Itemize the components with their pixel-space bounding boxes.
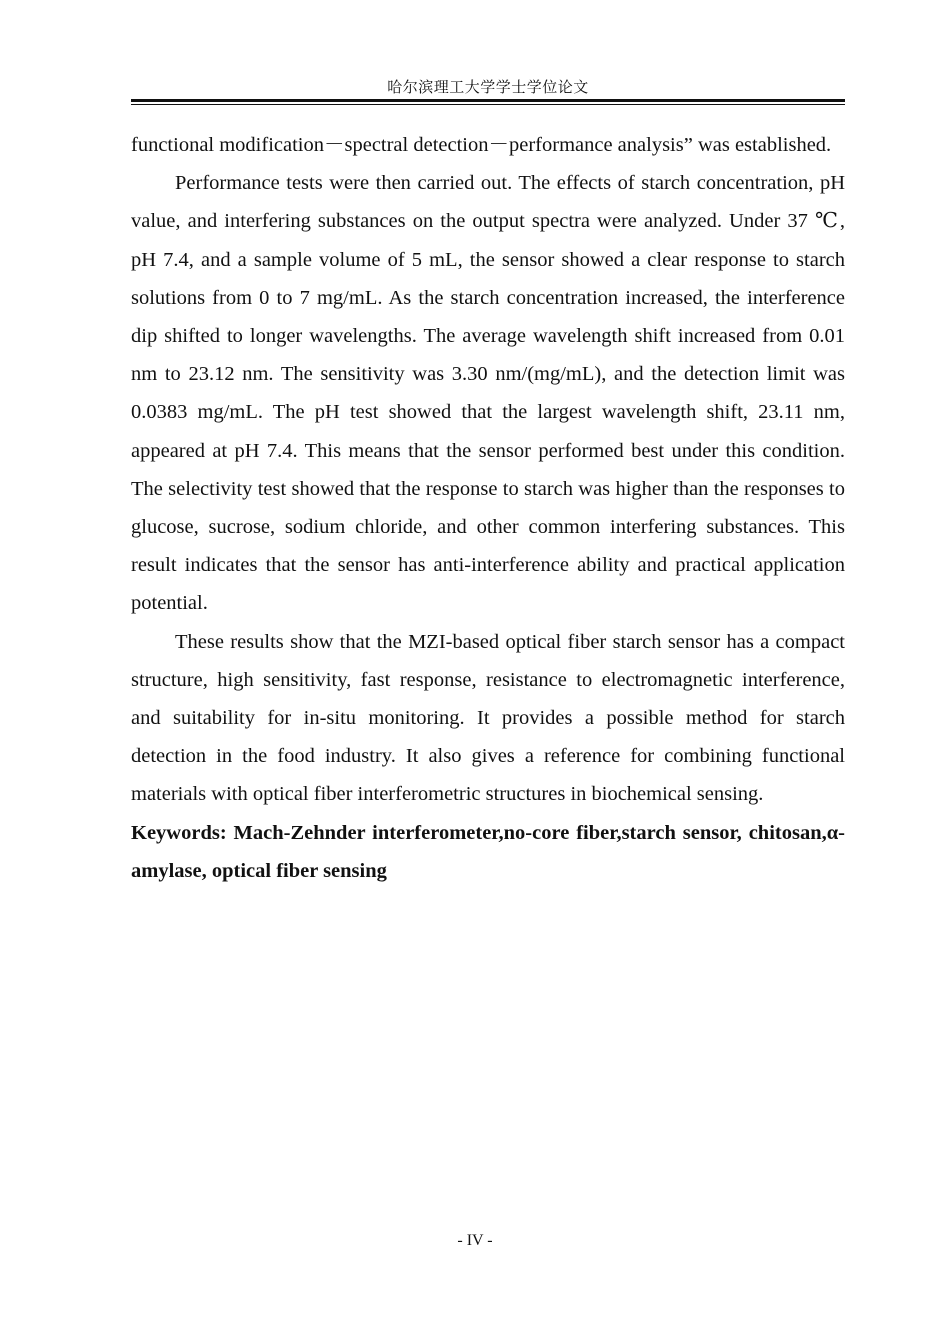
paragraph-conclusion: These results show that the MZI-based optical fiber starch sensor has a compact structure, high sensitivity, fast response, resistance to electromagnetic interference, and suitability for in-situ monitoring. It provides a possible method for starch detection in the food industry. It also gives a reference for combining functional materials with optical fiber interferometric structures in biochemical sensing. — [131, 630, 845, 806]
paragraph-performance-tests: Performance tests were then carried out. The effects of starch concentration, pH value, and interfering substances on the output spectra were analyzed. Under 37 ℃, pH 7.4, and a sample volume of 5 mL, the sensor showed a clear response to starch solutions from 0 to 7 mg/mL. As the starch concentration increased, the interference dip shifted to longer wavelengths. The average wavelength shift increased from 0.01 nm to 23.12 nm. The sensitivity was 3.30 nm/(mg/mL), and the detection limit was 0.0383 mg/mL. The pH test showed that the largest wavelength shift, 23.11 nm, appeared at pH 7.4. This means that the sensor performed best under this condition. The selectivity test showed that the response to starch was higher than the responses to glucose, sucrose, sodium chloride, and other common interfering substances. This result indicates that the sensor has anti-interference ability and practical application potential. — [131, 172, 845, 615]
running-header: 哈尔滨理工大学学士学位论文 — [387, 80, 589, 96]
page-number: - IV - — [457, 1232, 493, 1249]
abstract-body — [131, 126, 845, 890]
keywords: Keywords: Mach-Zehnder interferometer,no-core fiber,starch sensor, chitosan,α-amylase, optical fiber sensing — [131, 821, 845, 882]
header-rule-thick — [131, 99, 845, 102]
header-rule-thin — [131, 104, 845, 105]
paragraph-continuation: functional modification－spectral detection－performance analysis” was established. — [131, 134, 832, 156]
